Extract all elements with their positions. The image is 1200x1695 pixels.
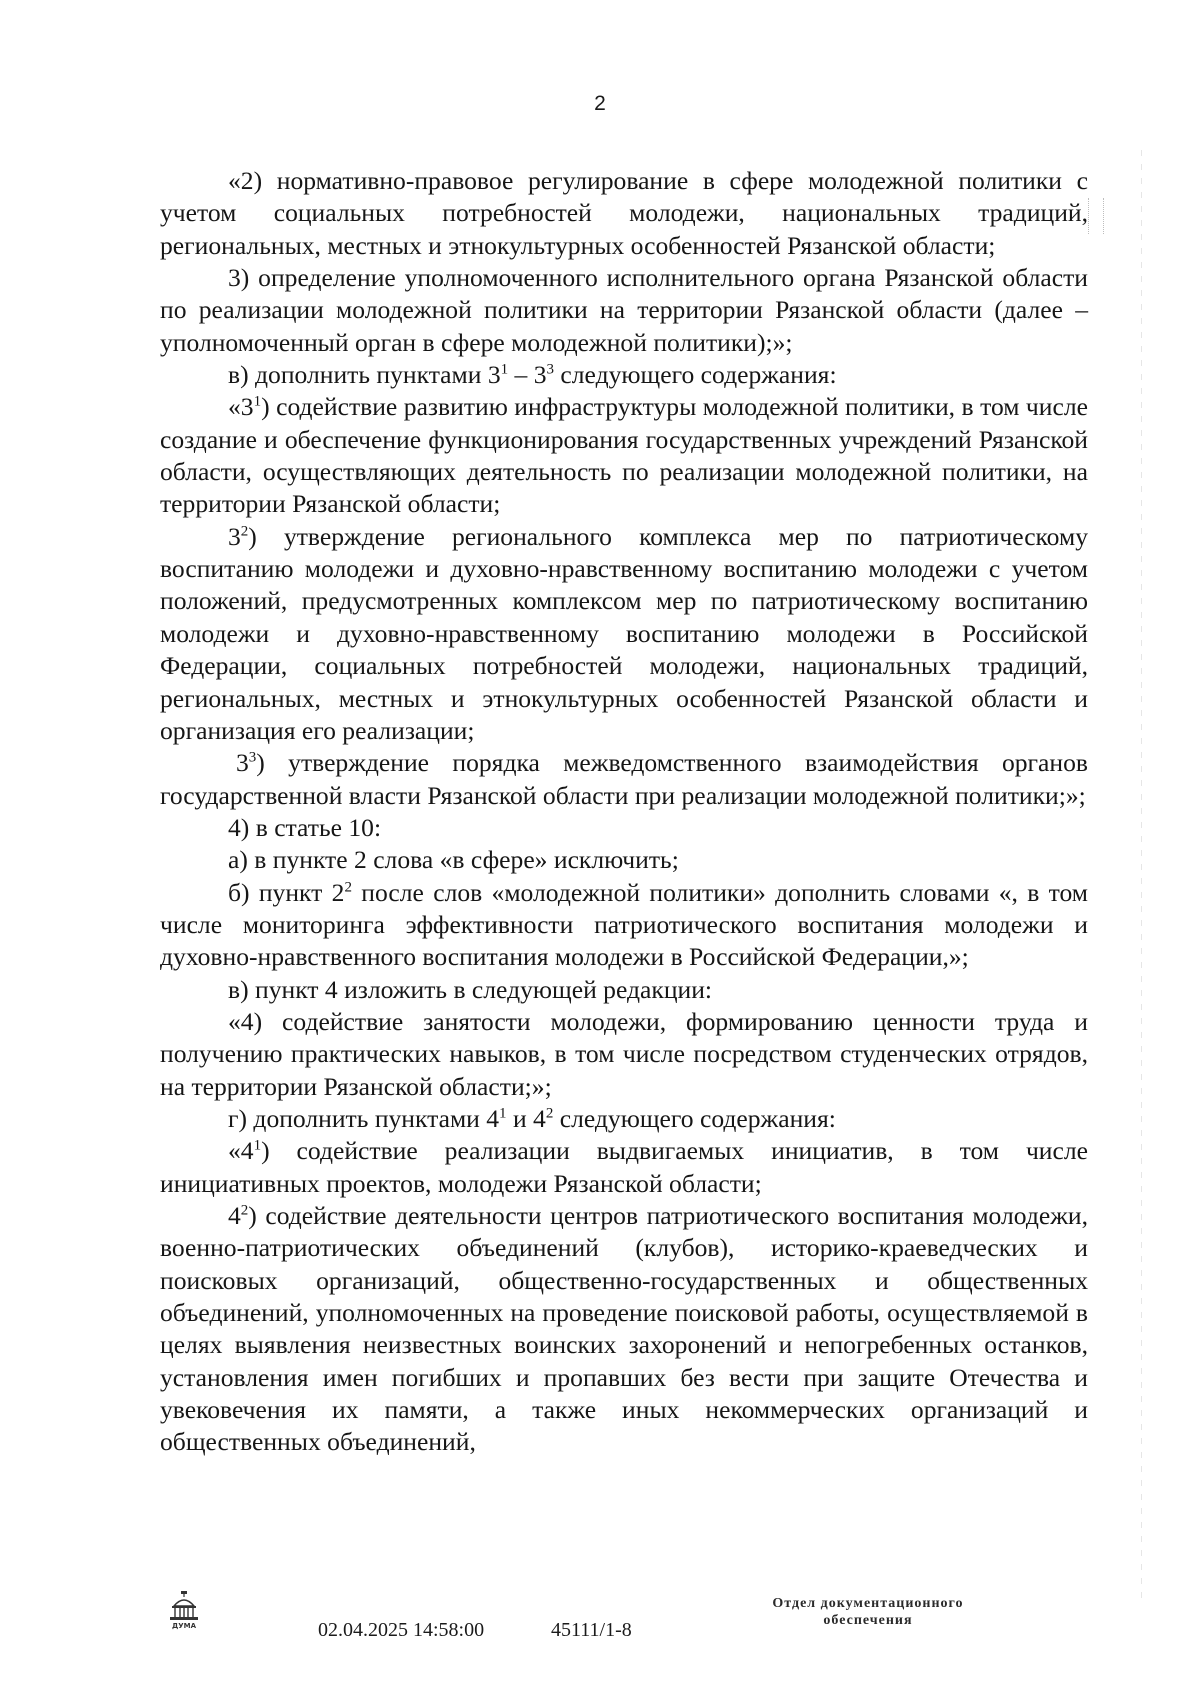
paragraph-text: ) утверждение порядка межведомственного взаимодействия органов государственной власти Рязанской области при реализации молодежной политики;»;: [160, 748, 1088, 810]
paragraph-text: б) пункт 2: [228, 877, 345, 907]
paragraph-text: в) пункт 4 изложить в следующей редакции:: [228, 974, 713, 1004]
superscript: 1: [253, 394, 262, 411]
paragraph-text: и 4: [506, 1103, 546, 1133]
paragraph: [160, 1200, 1088, 1459]
paragraph: [160, 844, 1088, 876]
paragraph-text: «4) содействие занятости молодежи, формированию ценности труда и получению практических навыков, в том числе посредством студенческих отрядов, на территории Рязанской области;»;: [160, 1006, 1088, 1101]
superscript: 1: [253, 1138, 262, 1155]
paragraph: [160, 391, 1088, 520]
paragraph-text: в) дополнить пунктами 3: [228, 360, 501, 390]
paragraph-text: следующего содержания:: [554, 360, 837, 390]
document-body: [160, 165, 1088, 1459]
dept-line-1: Отдел документационного: [772, 1596, 964, 1611]
footer-date-time: 02.04.2025 14:58:00: [318, 1619, 485, 1641]
paragraph: [160, 747, 1088, 812]
superscript: 2: [545, 1105, 554, 1122]
paragraph: [160, 165, 1088, 262]
page-number: 2: [594, 92, 606, 115]
paragraph-text: 4: [228, 1201, 241, 1230]
superscript: 3: [546, 361, 555, 378]
superscript: 2: [240, 1202, 249, 1219]
paragraph: [160, 974, 1088, 1006]
paragraph-text: – 3: [508, 360, 547, 390]
dept-line-2: обеспечения: [823, 1613, 913, 1628]
paragraph-text: ) утверждение регионального комплекса мер по патриотическому воспитанию молодежи и духовно-нравственному воспитанию молодежи с учетом положений, предусмотренных комплексом мер по патриотическому воспитанию молодежи и духовно-нравственному воспитанию молодежи в Российской Федерации, социальных потребностей молодежи, национальных традиций, региональных, местных и этнокультурных особенностей Рязанской области и организация его реализации;: [160, 521, 1088, 745]
paragraph-text: после слов «молодежной политики» дополнить словами «, в том числе мониторинга эффективности патриотического воспитания молодежи и духовно-нравственного воспитания молодежи в Российской Федерации,»;: [160, 877, 1088, 972]
paragraph-text: «4: [228, 1136, 254, 1166]
paragraph: [160, 359, 1088, 391]
duma-building-icon: [167, 1590, 201, 1630]
paragraph-text: «2) нормативно-правовое регулирование в сфере молодежной политики с учетом социальных потребностей молодежи, национальных традиций, региональных, местных и этнокультурных особенностей Рязанской области;: [160, 166, 1088, 260]
paragraph: [160, 1006, 1088, 1103]
paragraph-text: следующего содержания:: [553, 1103, 836, 1133]
paragraph: [160, 521, 1088, 747]
logo-text: ДУМА: [171, 1622, 197, 1630]
footer-doc-number: 45111/1-8: [551, 1619, 632, 1641]
paragraph-text: «3: [228, 392, 254, 422]
paragraph: [160, 812, 1088, 844]
paragraph-text: 3: [228, 521, 241, 551]
paragraph: [160, 1135, 1088, 1200]
superscript: 1: [500, 361, 509, 378]
paragraph-text: г) дополнить пунктами 4: [228, 1103, 500, 1133]
paragraph-text: 3: [236, 748, 249, 778]
footer-department-stamp: [728, 1595, 1008, 1629]
paragraph-text: 4) в статье 10:: [228, 812, 382, 842]
paragraph: [160, 1103, 1088, 1135]
paragraph: [160, 262, 1088, 359]
paragraph: [160, 877, 1088, 974]
superscript: 3: [248, 749, 257, 766]
scan-artifact: [1088, 198, 1104, 234]
paragraph-text: ) содействие деятельности центров патриотического воспитания молодежи, военно-патриотических объединений (клубов), историко-краеведческих и поисковых организаций, общественно-государственных и общественных объединений, уполномоченных на проведение поисковой работы, осуществляемой в целях выявления неизвестных воинских захоронений и непогребенных останков, установления имен погибших и пропавших без вести при защите Отечества и увековечения их памяти, а также иных некоммерческих организаций и общественных объединений,: [160, 1201, 1088, 1457]
superscript: 2: [240, 523, 249, 540]
paragraph-text: ) содействие развитию инфраструктуры молодежной политики, в том числе создание и обеспечение функционирования государственных учреждений Рязанской области, осуществляющих деятельность по реализации молодежной политики, на территории Рязанской области;: [160, 392, 1088, 519]
paragraph-text: а) в пункте 2 слова «в сфере» исключить;: [228, 845, 679, 875]
scan-edge-line: [1141, 150, 1142, 1600]
paragraph-text: 3) определение уполномоченного исполнительного органа Рязанской области по реализации молодежной политики на территории Рязанской области (далее – уполномоченный орган в сфере молодежной политики);»;: [160, 263, 1088, 357]
paragraph-text: ) содействие реализации выдвигаемых инициатив, в том числе инициативных проектов, молодежи Рязанской области;: [160, 1136, 1088, 1198]
superscript: 1: [499, 1105, 507, 1122]
superscript: 2: [344, 879, 352, 896]
